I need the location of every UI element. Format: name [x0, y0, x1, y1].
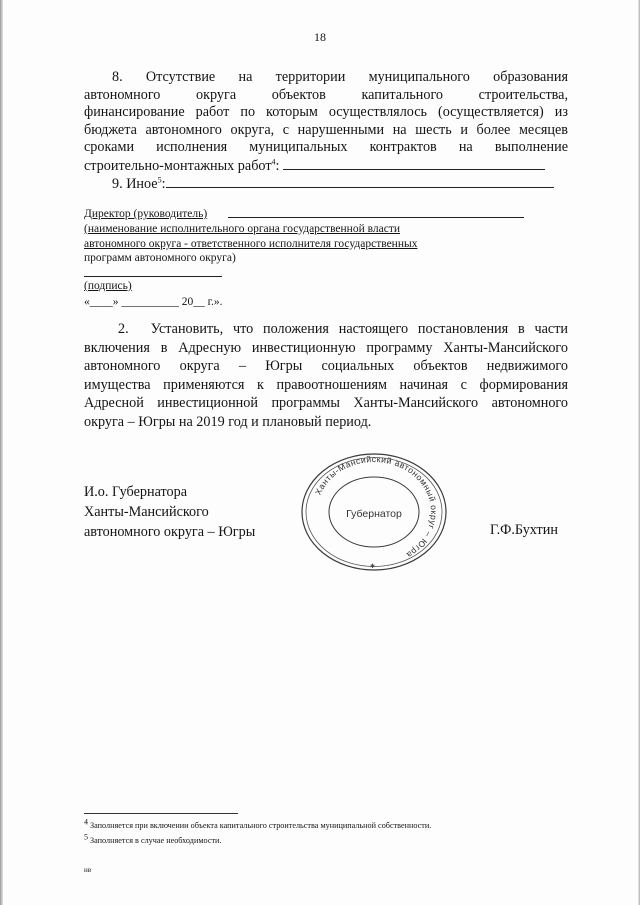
item-9-blank-line [166, 175, 554, 188]
director-desc-line: автономного округа - ответственного исполнителя государственных [84, 237, 418, 250]
seal-star-icon: ✱ [370, 563, 376, 570]
item-2-first-line [84, 320, 568, 339]
item-8-colon: : [275, 157, 280, 174]
director-block [84, 207, 417, 266]
item-2-line: включения в Адресную инвестиционную программу Ханты-Мансийского [84, 339, 568, 356]
director-desc-line: (наименование исполнительного органа государственной власти [84, 222, 401, 235]
page-number: 18 [314, 30, 326, 44]
official-seal [297, 449, 451, 575]
item-8-line: финансирование работ по которым осуществлялось (осуществляется) из [84, 104, 568, 121]
signature-blank-line [84, 276, 222, 277]
signature-label: (подпись) [84, 280, 132, 292]
footnotes [84, 818, 431, 848]
footnote-5-text: Заполняется в случае необходимости. [90, 836, 222, 845]
footnote-4-text: Заполняется при включении объекта капитального строительства муниципальной собственности. [90, 821, 432, 830]
signatory-title-line: И.о. Губернатора [84, 484, 187, 500]
item-8-line: сроками исполнения муниципальных контрактов на выполнение [84, 139, 568, 156]
scan-edge-left [0, 0, 3, 905]
footnote-ref-4: 4 [271, 157, 276, 167]
item-9-colon: : [161, 176, 166, 192]
seal-center-text: Губернатор [346, 508, 402, 520]
date-line: «____» __________ 20__ г.». [84, 296, 223, 308]
director-title-blank-line [228, 217, 524, 218]
footnote-5 [84, 833, 431, 848]
seal-ring-text: Ханты-Мансийский автономный округ – Югра [312, 453, 440, 561]
signatory-name: Г.Ф.Бухтин [490, 522, 558, 538]
item-8-line: бюджета автономного округа, с нарушенными на шесть и более месяцев [84, 121, 568, 138]
footnote-divider [84, 813, 238, 814]
item-2-line: Установить, что положения настоящего постановления в части [150, 321, 568, 337]
item-8-blank-line [283, 157, 545, 170]
item-8-last-text: строительно-монтажных работ [84, 157, 272, 174]
item-9-label: 9. Иное [112, 176, 158, 192]
item-8-last-line [84, 157, 568, 176]
item-9 [112, 175, 554, 193]
footnote-4 [84, 818, 431, 833]
signatory-title [84, 482, 255, 542]
item-8-line: 8. Отсутствие на территории муниципального образования [112, 69, 568, 85]
item-8-line: автономного округа объектов капитального строительства, [84, 86, 568, 103]
director-desc-line: программ автономного округа) [84, 252, 236, 265]
corner-mark: нв [84, 866, 92, 874]
item-2-line: автономного округа – Югры социальных объектов недвижимого [84, 358, 568, 374]
footnote-5-ref: 5 [84, 832, 88, 842]
footnote-ref-5: 5 [157, 175, 162, 185]
item-2-line: имущества применяются к правоотношениям начиная с формирования [84, 376, 568, 393]
signatory-title-line: автономного округа – Югры [84, 524, 256, 540]
signatory-title-line: Ханты-Мансийского [84, 504, 209, 520]
item-2-line: Адресной инвестиционной программы Ханты-Мансийского автономного [84, 395, 568, 411]
item-8-paragraph [84, 69, 568, 176]
item-2-number: 2. [118, 321, 129, 337]
item-2-last-line: округа – Югры на 2019 год и плановый период. [84, 413, 372, 430]
footnote-4-ref: 4 [84, 817, 88, 827]
director-title: Директор (руководитель) [84, 208, 208, 220]
item-2-paragraph [84, 320, 568, 431]
